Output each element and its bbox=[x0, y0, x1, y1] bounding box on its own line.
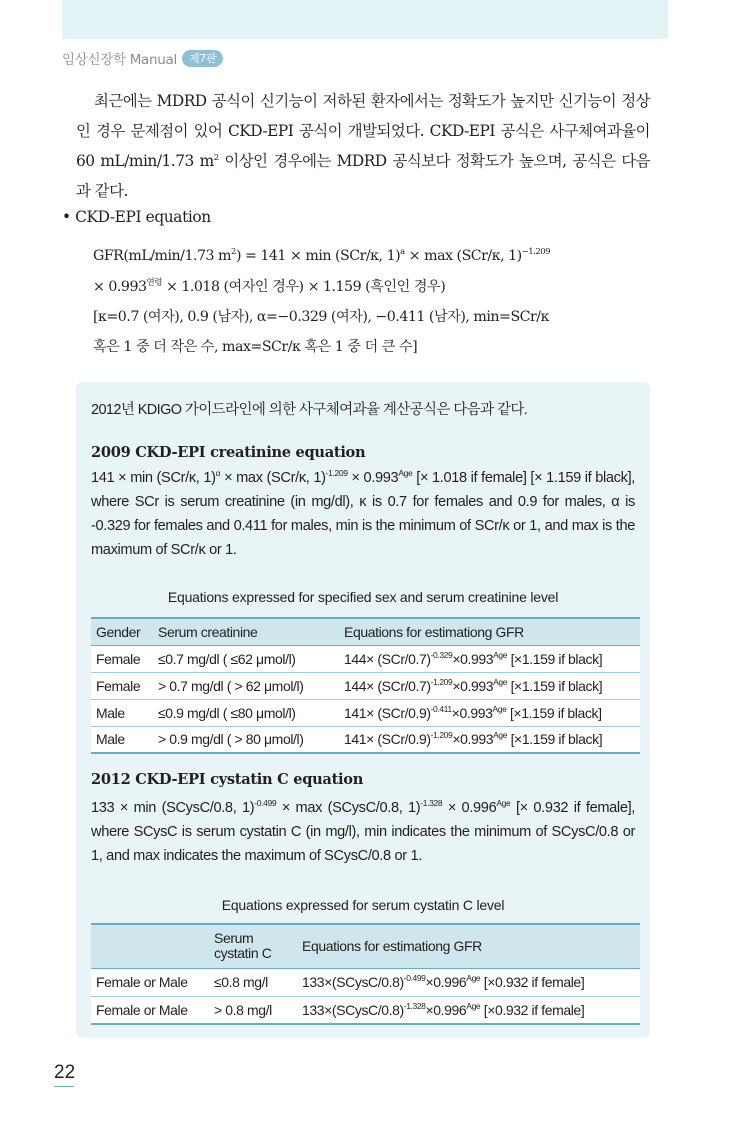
para-sup: -1.209 bbox=[325, 468, 348, 478]
cell-gender: Female bbox=[91, 672, 153, 699]
cystatin-table bbox=[91, 923, 640, 1025]
creatinine-table bbox=[91, 617, 640, 754]
formula-text: × 1.018 (여자인 경우) × 1.159 (흑인인 경우) bbox=[161, 279, 446, 295]
eq-text: ×0.993 bbox=[452, 677, 494, 694]
eq-text: 133×(SCysC/0.8) bbox=[302, 1001, 404, 1018]
para-text: × 0.996 bbox=[442, 800, 497, 816]
para-text: [× 0.932 if female], where SCysC is serum cystatin C (in mg/l), min indicates the minimum of SCysC/0.8 or 1, and max indicates the maximum of SCysC/0.8 or 1. bbox=[91, 800, 635, 864]
intro-paragraph bbox=[76, 86, 650, 206]
cell-gender: Female bbox=[91, 645, 153, 672]
table-row bbox=[91, 672, 640, 699]
para-sup: Age bbox=[398, 468, 413, 478]
para-text: 141 × min (SCr/κ, 1) bbox=[91, 470, 216, 486]
cell-equation bbox=[297, 996, 640, 1024]
cystatin-table-caption: Equations expressed for serum cystatin C level bbox=[221, 897, 505, 913]
formula-line-1 bbox=[93, 246, 653, 266]
table-row bbox=[91, 968, 640, 996]
para-text: [× 1.018 if female] [× 1.159 if black], where SCr is serum creatinine (in mg/dl), κ is 0.7 for females and 0.9 for males, α is -0.329 for females and 0.411 for males, min is the minimum of SCr/κ or 1, and max is the maximum of SCr/κ or 1. bbox=[91, 470, 635, 558]
cell-serum-creatinine: > 0.7 mg/dl ( > 62 μmol/l) bbox=[153, 672, 339, 699]
formula-sup: −1.209 bbox=[521, 247, 551, 257]
box-intro: 2012년 KDIGO 가이드라인에 의한 사구체여과율 계산공식은 다음과 같다. bbox=[91, 402, 528, 418]
cell-equation bbox=[339, 699, 640, 726]
book-title: 임상신장학 Manual bbox=[62, 52, 177, 68]
eq-text: ×0.996 bbox=[425, 1001, 467, 1018]
para-sup: α bbox=[215, 468, 221, 478]
eq-sup: Age bbox=[466, 1000, 481, 1011]
eq-sup: Age bbox=[493, 730, 508, 741]
cell-group: Female or Male bbox=[91, 996, 209, 1024]
formula-sup: 2 bbox=[231, 247, 236, 257]
table-row bbox=[91, 645, 640, 672]
page-number-rule bbox=[54, 1086, 74, 1087]
page-number: 22 bbox=[54, 1062, 76, 1083]
cell-serum-creatinine: ≤0.7 mg/dl ( ≤62 μmol/l) bbox=[153, 645, 339, 672]
para-sup: -1.328 bbox=[420, 798, 443, 808]
table-row bbox=[91, 996, 640, 1024]
formula-text: × max (SCr/κ, 1) bbox=[404, 248, 522, 264]
cell-serum-creatinine: > 0.9 mg/dl ( > 80 μmol/l) bbox=[153, 726, 339, 753]
eq-text: [×0.932 if female] bbox=[480, 1001, 585, 1018]
eq-text: ×0.996 bbox=[425, 974, 467, 990]
eq-sup: -0.499 bbox=[403, 973, 426, 983]
eq-text: 144× (SCr/0.7) bbox=[344, 677, 431, 694]
formula-sup: 연령 bbox=[146, 278, 162, 288]
cell-gender: Male bbox=[91, 726, 153, 753]
eq-sup: Age bbox=[466, 973, 481, 983]
table-row bbox=[91, 726, 640, 753]
intro-text-after: 이상인 경우에는 MDRD 공식보다 정확도가 높으며, 공식은 다음과 같다. bbox=[76, 152, 650, 200]
cell-serum-creatinine: ≤0.9 mg/dl ( ≤80 μmol/l) bbox=[153, 699, 339, 726]
col-header-group bbox=[91, 924, 209, 968]
para-text: × max (SCr/κ, 1) bbox=[220, 470, 326, 486]
table-row bbox=[91, 699, 640, 726]
para-text: 133 × min (SCysC/0.8, 1) bbox=[91, 800, 255, 816]
eq-sup: Age bbox=[493, 676, 508, 687]
creatinine-table-caption: Equations expressed for specified sex and serum creatinine level bbox=[167, 589, 559, 605]
formula-text: ) = 141 × min (SCr/κ, 1) bbox=[235, 248, 401, 264]
cystatin-equation-heading: 2012 CKD-EPI cystatin C equation bbox=[91, 771, 364, 788]
cell-cystatin-level: ≤0.8 mg/l bbox=[209, 968, 297, 996]
eq-text: 144× (SCr/0.7) bbox=[344, 650, 431, 667]
eq-text: ×0.993 bbox=[452, 731, 494, 748]
eq-text: [×1.159 if black] bbox=[507, 731, 603, 748]
cell-equation bbox=[339, 726, 640, 753]
col-header-serum-creatinine: Serum creatinine bbox=[153, 618, 339, 645]
eq-sup: -0.329 bbox=[430, 649, 453, 660]
eq-sup: Age bbox=[493, 649, 508, 660]
eq-text: 133×(SCysC/0.8) bbox=[302, 974, 404, 990]
cell-equation bbox=[339, 645, 640, 672]
cell-group: Female or Male bbox=[91, 968, 209, 996]
eq-sup: -1.209 bbox=[430, 730, 453, 741]
eq-text: [×0.932 if female] bbox=[480, 974, 585, 990]
col-header-gender: Gender bbox=[91, 618, 153, 645]
eq-sup: Age bbox=[492, 703, 507, 714]
col-header-equation: Equations for estimationg GFR bbox=[297, 924, 640, 968]
para-sup: Age bbox=[496, 798, 511, 808]
formula-line-2 bbox=[93, 277, 653, 297]
cell-equation bbox=[297, 968, 640, 996]
col-header-equation: Equations for estimationg GFR bbox=[339, 618, 640, 645]
eq-sup: -0.411 bbox=[430, 703, 452, 714]
eq-sup: -1.328 bbox=[403, 1000, 426, 1011]
eq-text: [×1.159 if black] bbox=[507, 677, 603, 694]
cell-cystatin-level: > 0.8 mg/l bbox=[209, 996, 297, 1024]
eq-text: [×1.159 if black] bbox=[507, 650, 603, 667]
creatinine-equation-heading: 2009 CKD-EPI creatinine equation bbox=[91, 444, 366, 461]
top-color-band bbox=[62, 0, 668, 39]
formula-line-3: [κ=0.7 (여자), 0.9 (남자), α=−0.329 (여자), −0.411 (남자), min=SCr/κ bbox=[93, 309, 549, 325]
para-sup: -0.499 bbox=[254, 798, 277, 808]
cell-equation bbox=[339, 672, 640, 699]
formula-line-4: 혹은 1 중 더 작은 수, max=SCr/κ 혹은 1 중 더 큰 수] bbox=[93, 339, 418, 355]
cystatin-equation-paragraph bbox=[91, 796, 635, 868]
formula-text: × 0.993 bbox=[93, 279, 147, 295]
cell-gender: Male bbox=[91, 699, 153, 726]
eq-text: ×0.993 bbox=[452, 650, 494, 667]
eq-sup: -1.209 bbox=[430, 676, 453, 687]
col-header-serum-cystatin: Serum cystatin C bbox=[209, 924, 297, 968]
intro-text: 최근에는 MDRD 공식이 신기능이 저하된 환자에서는 정확도가 높지만 신기능이 정상인 경우 문제점이 있어 CKD-EPI 공식이 개발되었다. CKD-EPI 공식은 사구체여과율이 60 mL/min/1.73 m bbox=[76, 92, 650, 170]
eq-text: ×0.993 bbox=[451, 704, 493, 721]
para-text: × 0.993 bbox=[347, 470, 399, 486]
eq-text: [×1.159 if black] bbox=[506, 704, 602, 721]
running-header bbox=[62, 48, 223, 68]
formula-text: GFR(mL/min/1.73 m bbox=[93, 248, 232, 264]
formula-sup: a bbox=[400, 247, 405, 257]
eq-text: 141× (SCr/0.9) bbox=[344, 731, 431, 748]
edition-badge: 제7판 bbox=[182, 50, 223, 67]
intro-sup: 2 bbox=[213, 153, 219, 163]
ckd-epi-bullet: • CKD-EPI equation bbox=[62, 208, 211, 226]
creatinine-equation-paragraph bbox=[91, 466, 635, 562]
eq-text: 141× (SCr/0.9) bbox=[344, 704, 431, 721]
para-text: × max (SCysC/0.8, 1) bbox=[276, 800, 421, 816]
